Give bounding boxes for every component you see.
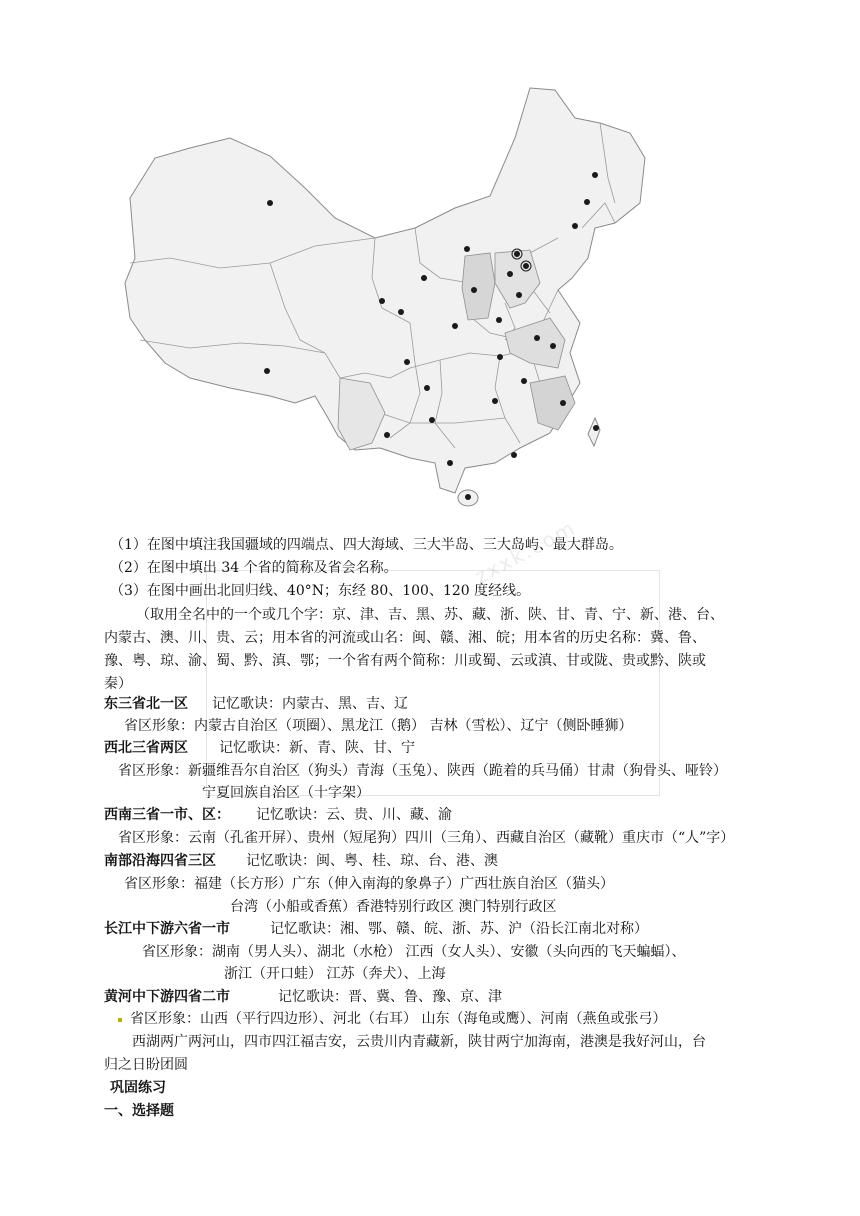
region-mnemonic: 记忆歌诀：云、贵、川、藏、渝 (256, 807, 452, 823)
capital-dot (452, 323, 458, 329)
capital-dot (379, 298, 385, 304)
abbr-note-line: （取用全名中的一个或几个字：京、津、吉、黑、苏、藏、浙、陕、甘、青、宁、新、港、台、 (136, 607, 724, 623)
capital-dot (465, 494, 471, 500)
capital-dot (514, 251, 520, 257)
capital-dot (492, 398, 498, 404)
watermark-text: zxxk.com (470, 515, 580, 589)
region-mnemonic: 记忆歌诀：闽、粤、桂、琼、台、港、澳 (246, 853, 498, 869)
capital-dot (447, 460, 453, 466)
region-title: 长江中下游六省一市 (104, 921, 230, 937)
capital-dot (384, 432, 390, 438)
region-title: 东三省北一区 (104, 696, 188, 712)
capital-dot (398, 309, 404, 315)
capital-dot (497, 354, 503, 360)
capital-dot (429, 417, 435, 423)
region-title: 西北三省两区 (104, 740, 188, 756)
capital-dot (421, 275, 427, 281)
summary-poem-line: 归之日盼团圆 (104, 1057, 188, 1073)
region-shapes: 省区形象：云南（孔雀开屏）、贵州（短尾狗）四川（三角）、西藏自治区（藏靴）重庆市（“人”字） (118, 830, 735, 846)
region-title: 西南三省一市、区： (104, 807, 230, 823)
region-shapes: 省区形象：福建（长方形）广东（伸入南海的象鼻子）广西壮族自治区（猫头） (124, 876, 614, 892)
capital-dot (572, 223, 578, 229)
region-shapes: 省区形象：内蒙古自治区（项圈）、黑龙江（鹅） 吉林（雪松）、辽宁（侧卧睡狮） (124, 718, 633, 734)
abbr-note-line: 内蒙古、澳、川、贵、云；用本省的河流或山名：闽、赣、湘、皖；用本省的历史名称：冀、鲁、 (104, 630, 706, 646)
capital-dot (584, 199, 590, 205)
china-province-map (110, 78, 670, 528)
capital-dot (521, 378, 527, 384)
region-shapes: 省区形象：山西（平行四边形）、河北（右耳） 山东（海龟或鹰）、河南（燕鱼或张弓） (130, 1011, 667, 1027)
question-2: （2）在图中填出 34 个省的简称及省会名称。 (110, 560, 398, 576)
abbr-note-line: 豫、粤、琼、渝、蜀、黔、滇、鄂；一个省有两个简称：川或蜀、云或滇、甘或陇、贵或黔、陕或 (104, 653, 706, 669)
region-shapes: 台湾（小船或香蕉）香港特别行政区 澳门特别行政区 (230, 899, 557, 915)
region-mnemonic: 记忆歌诀：新、青、陕、甘、宁 (219, 740, 415, 756)
region-mnemonic: 记忆歌诀：内蒙古、黑、吉、辽 (212, 696, 408, 712)
region-shapes: 宁夏回族自治区（十字架） (202, 785, 370, 801)
section-title: 巩固练习 (110, 1080, 166, 1096)
capital-dot (511, 452, 517, 458)
capital-dot (534, 335, 540, 341)
capital-dot (592, 172, 598, 178)
abbr-note-line: 秦） (104, 676, 132, 692)
region-shapes: 省区形象：湖南（男人头）、湖北（水枪） 江西（女人头）、安徽（头向西的飞天蝙蝠）、 (142, 944, 686, 960)
capital-dot (267, 200, 273, 206)
region-shapes: 省区形象：新疆维吾尔自治区（狗头）青海（玉兔）、陕西（跪着的兵马俑）甘肃（狗骨头、哑铃） (118, 763, 727, 779)
question-1: （1）在图中填注我国疆域的四端点、四大海域、三大半岛、三大岛屿、最大群岛。 (110, 537, 623, 553)
capital-dot (560, 400, 566, 406)
capital-dot (507, 271, 513, 277)
china-outline (125, 88, 645, 493)
region-title: 南部沿海四省三区 (104, 853, 216, 869)
region-mnemonic: 记忆歌诀：湘、鄂、赣、皖、浙、苏、沪（沿长江南北对称） (270, 921, 648, 937)
capital-dot (424, 385, 430, 391)
subsection-title: 一、选择题 (104, 1103, 174, 1119)
capital-dot (523, 263, 529, 269)
list-bullet (118, 1018, 122, 1022)
question-3: （3）在图中画出北回归线、40°N；东经 80、100、120 度经线。 (110, 583, 531, 599)
region-shapes: 浙江（开口蛙） 江苏（奔犬）、上海 (224, 966, 446, 982)
capital-dot (593, 425, 599, 431)
region-mnemonic: 记忆歌诀：晋、冀、鲁、豫、京、津 (278, 989, 502, 1005)
capital-dot (464, 246, 470, 252)
taiwan-island (588, 418, 600, 446)
capital-dot (516, 292, 522, 298)
capital-dot (550, 343, 556, 349)
capital-dot (471, 287, 477, 293)
region-title: 黄河中下游四省二市 (104, 989, 230, 1005)
capital-dot (404, 359, 410, 365)
capital-dot (264, 368, 270, 374)
summary-poem-line: 西湖两广两河山，四市四江福吉安，云贵川内青藏新，陕甘两宁加海南，港澳是我好河山，台 (132, 1034, 706, 1050)
capital-dot (496, 317, 502, 323)
